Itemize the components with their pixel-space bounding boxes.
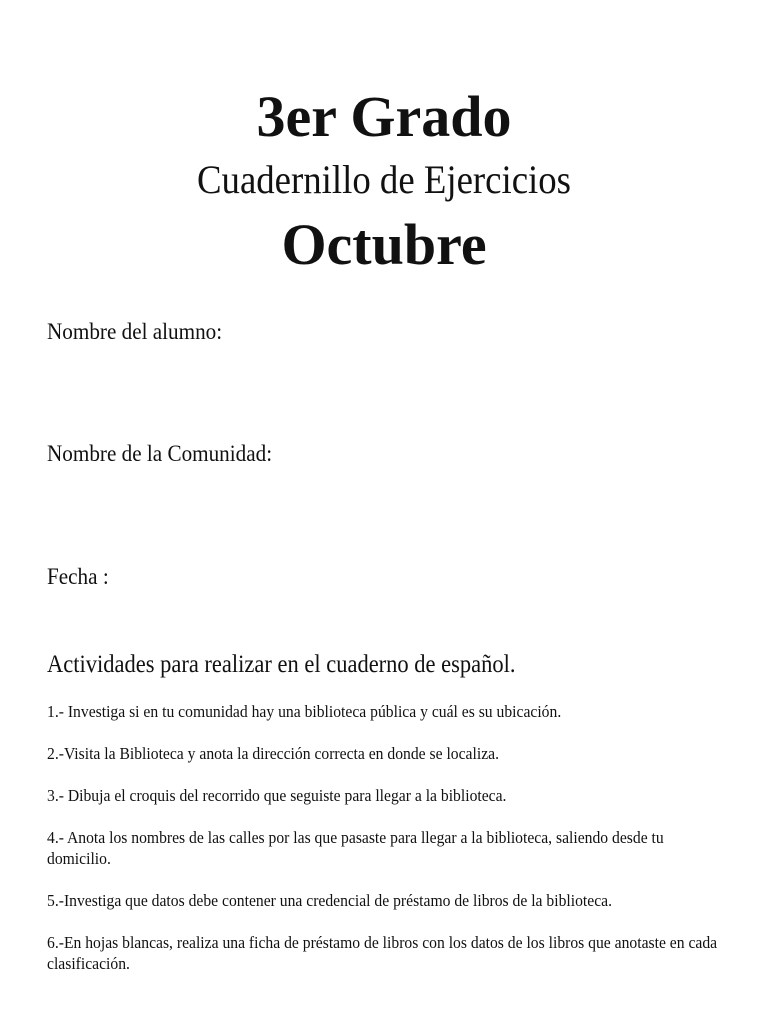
activity-item: 1.- Investiga si en tu comunidad hay una biblioteca pública y cuál es su ubicación.	[47, 702, 562, 721]
document-month: Octubre	[281, 212, 487, 277]
date-label: Fecha :	[47, 564, 109, 589]
activity-item: 6.-En hojas blancas, realiza una ficha de préstamo de libros con los datos de los libros que anotaste en cada clasificación.	[47, 933, 718, 973]
activity-item: 2.-Visita la Biblioteca y anota la dirección correcta en donde se localiza.	[47, 744, 499, 763]
activity-item: 4.- Anota los nombres de las calles por las que pasaste para llegar a la biblioteca, saliendo desde tu domicilio.	[47, 828, 664, 868]
student-name-label: Nombre del alumno:	[47, 319, 223, 344]
activities-heading: Actividades para realizar en el cuaderno de español.	[47, 651, 516, 678]
document-title: 3er Grado	[256, 84, 512, 149]
activities-list	[47, 701, 728, 995]
document-subtitle: Cuadernillo de Ejercicios	[196, 157, 572, 202]
activity-item: 5.-Investiga que datos debe contener una credencial de préstamo de libros de la biblioteca.	[47, 891, 612, 910]
community-name-label: Nombre de la Comunidad:	[47, 441, 273, 466]
activity-item: 3.- Dibuja el croquis del recorrido que seguiste para llegar a la biblioteca.	[47, 786, 507, 805]
